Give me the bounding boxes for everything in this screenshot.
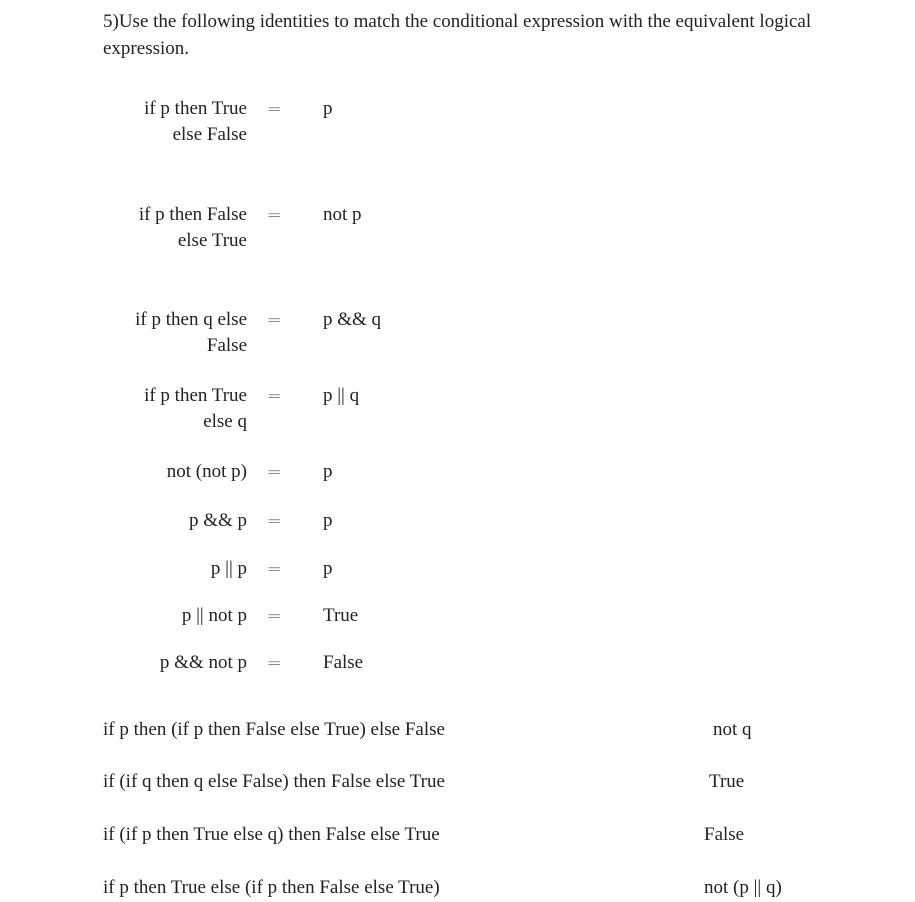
identity-rhs: p [323,461,333,482]
conditional-expression: if p then (if p then False else True) else False [103,719,445,740]
identity-lhs: not (not p) [166,461,247,482]
equals-sign: == [268,609,280,623]
identity-lhs: p || p [210,558,247,579]
answer-option: not (p || q) [704,877,782,898]
identity-lhs: if p then True else False [144,98,247,145]
identity-rhs: False [323,652,364,673]
equals-sign: == [268,562,280,576]
identity-rhs: not p [323,204,362,225]
answer-option: True [709,771,745,792]
answer-option: False [704,824,745,845]
equals-sign: == [268,102,280,116]
equals-sign: == [268,514,280,528]
identity-rhs: p [323,98,333,119]
identity-lhs: if p then True else q [144,385,247,432]
identity-lhs: p || not p [181,605,247,626]
identity-lhs: p && p [188,510,247,531]
identity-rhs: p || q [323,385,360,406]
conditional-expression: if p then True else (if p then False else True) [103,877,440,898]
identity-lhs: p && not p [159,652,247,673]
identity-lhs: if p then False else True [138,204,247,251]
equals-sign: == [268,389,280,403]
equals-sign: == [268,656,280,670]
question-text: 5)Use the following identities to match the conditional expression with the equivalent logical expression. [103,11,812,59]
equals-sign: == [268,208,280,222]
equals-sign: == [268,313,280,327]
identity-rhs: p [323,558,333,579]
identity-lhs: if p then q else False [135,309,247,356]
answer-option: not q [713,719,752,740]
conditional-expression: if (if p then True else q) then False else True [103,824,440,845]
identity-rhs: p [323,510,333,531]
conditional-expression: if (if q then q else False) then False else True [103,771,445,792]
identity-rhs: p && q [323,309,382,330]
equals-sign: == [268,465,280,479]
identity-rhs: True [323,605,359,626]
